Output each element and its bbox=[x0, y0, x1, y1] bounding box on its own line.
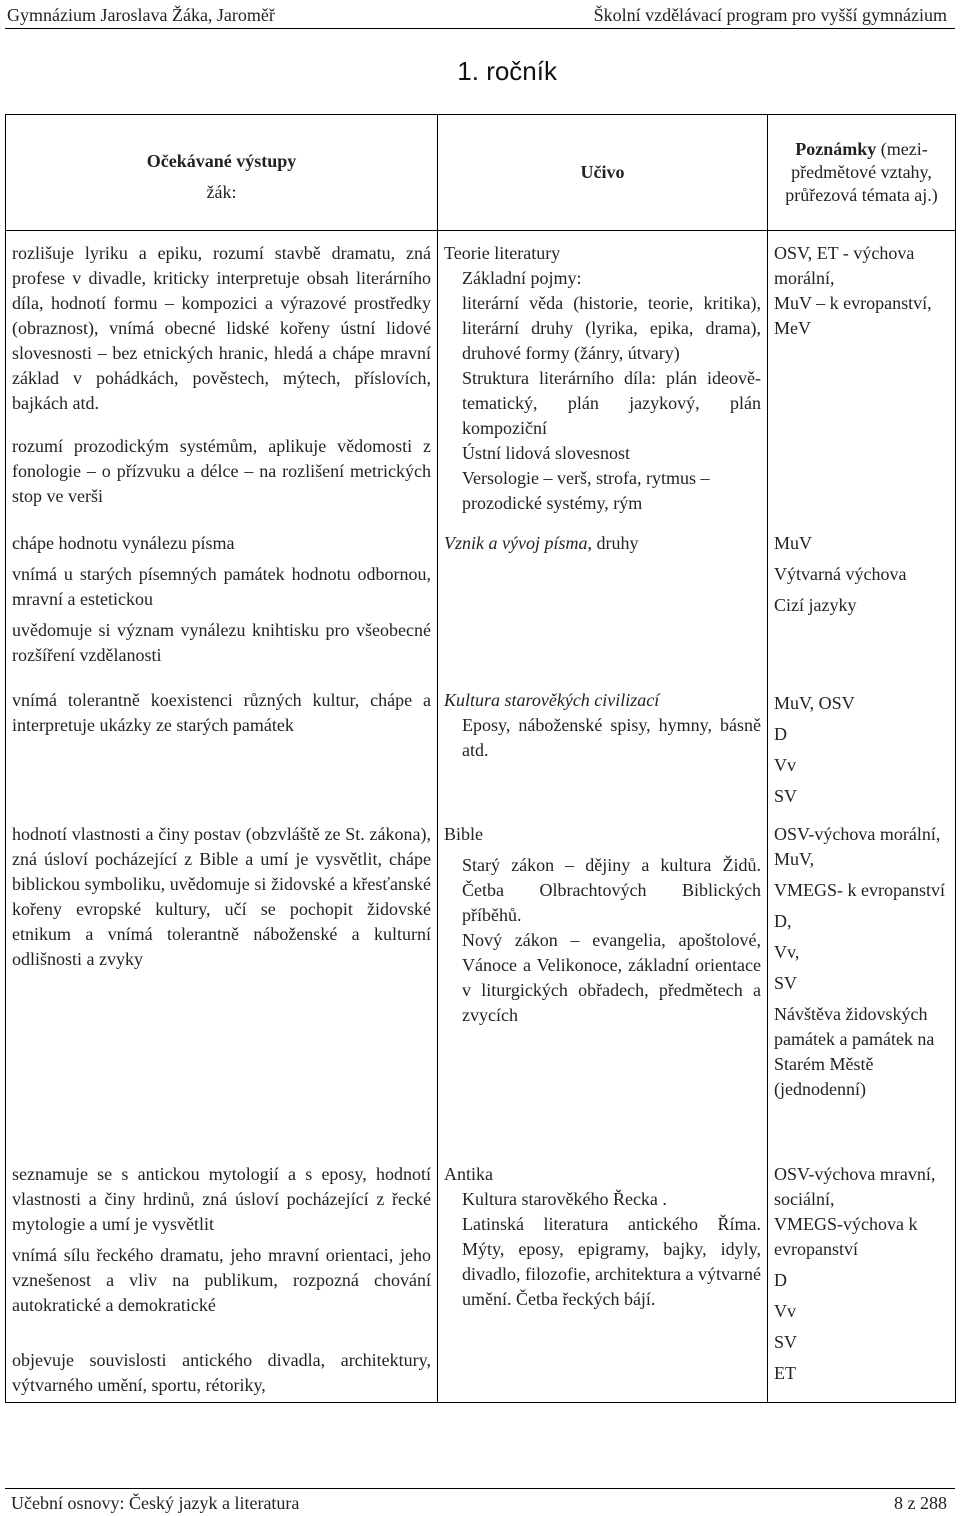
note-text: OSV-výchova mravní, sociální, bbox=[774, 1164, 936, 1209]
note-text: Vv bbox=[774, 1301, 796, 1321]
content-title: Antika bbox=[444, 1164, 493, 1184]
note-text: Cizí jazyky bbox=[774, 595, 857, 615]
table-row bbox=[6, 521, 956, 680]
note-text: MuV bbox=[774, 533, 813, 553]
table-row bbox=[6, 1152, 956, 1403]
page-header bbox=[5, 2, 955, 29]
content-title-rest: , druhy bbox=[587, 533, 639, 553]
note-text: D bbox=[774, 724, 787, 744]
content-cell bbox=[438, 680, 768, 812]
outcomes-cell bbox=[6, 1152, 438, 1403]
curriculum-table bbox=[5, 114, 956, 1403]
outcomes-cell bbox=[6, 812, 438, 1152]
notes-cell bbox=[768, 680, 956, 812]
outcome-text: uvědomuje si význam vynálezu knihtisku pro všeobecné rozšíření vzdělanosti bbox=[12, 620, 431, 665]
content-item: Základní pojmy: bbox=[462, 268, 582, 288]
note-text: Vv, bbox=[774, 942, 800, 962]
content-item: Starý zákon – dějiny a kultura Židů. Četba Olbrachtových Biblických příběhů. bbox=[462, 855, 761, 925]
header-outcomes-subtitle: žák: bbox=[206, 181, 237, 202]
note-text: D bbox=[774, 1270, 787, 1290]
note-text: ET bbox=[774, 1363, 796, 1383]
note-text: OSV-výchova morální, MuV, bbox=[774, 824, 941, 869]
outcome-text: vnímá sílu řeckého dramatu, jeho mravní orientaci, jeho vznešenost a vliv na publikum, rozpozná chování autokratické a demokratické bbox=[12, 1245, 431, 1315]
content-item: Struktura literárního díla: plán ideově-tematický, plán jazykový, plán kompoziční bbox=[462, 368, 761, 438]
note-text: Výtvarná výchova bbox=[774, 564, 907, 584]
header-notes-subtitle: (mezi-předmětové vztahy, průřezová témata aj.) bbox=[785, 139, 938, 205]
note-text: VMEGS-výchova k evropanství bbox=[774, 1214, 918, 1259]
outcome-text: vnímá tolerantně koexistenci různých kultur, chápe a interpretuje ukázky ze starých památek bbox=[12, 690, 431, 735]
outcome-text: vnímá u starých písemných památek hodnotu odbornou, mravní a estetickou bbox=[12, 564, 431, 609]
content-item: Kultura starověkého Řecka . bbox=[462, 1189, 667, 1209]
content-item: Ústní lidová slovesnost bbox=[462, 443, 631, 463]
notes-cell bbox=[768, 521, 956, 680]
content-cell bbox=[438, 231, 768, 522]
outcome-text: rozumí prozodickým systémům, aplikuje vědomosti z fonologie – o přízvuku a délce – na rozlišení metrických stop ve verši bbox=[12, 436, 431, 506]
note-text: Vv bbox=[774, 755, 796, 775]
page-number: 8 z 288 bbox=[894, 1493, 947, 1513]
note-text: VMEGS- k evropanství bbox=[774, 880, 945, 900]
notes-cell bbox=[768, 231, 956, 522]
content-title: Kultura starověkých civilizací bbox=[444, 690, 660, 710]
table-header-row bbox=[6, 115, 956, 231]
content-title: Bible bbox=[444, 824, 483, 844]
footer-subject: Učební osnovy: Český jazyk a literatura bbox=[11, 1493, 300, 1513]
note-text: Návštěva židovských památek a památek na Starém Městě (jednodenní) bbox=[774, 1004, 935, 1099]
outcome-text: objevuje souvislosti antického divadla, architektury, výtvarného umění, sportu, rétoriky, bbox=[12, 1350, 431, 1395]
notes-cell bbox=[768, 812, 956, 1152]
note-text: MuV, OSV bbox=[774, 693, 855, 713]
program-name: Školní vzdělávací program pro vyšší gymnázium bbox=[593, 5, 947, 25]
note-text: OSV, ET - výchova morální, bbox=[774, 243, 915, 288]
header-outcomes bbox=[6, 115, 438, 231]
table-row bbox=[6, 231, 956, 522]
school-name: Gymnázium Jaroslava Žáka, Jaroměř bbox=[7, 5, 275, 25]
note-text: MuV – k evropanství, bbox=[774, 293, 932, 313]
content-item: Versologie – verš, strofa, rytmus – prozodické systémy, rým bbox=[462, 468, 710, 513]
header-notes-title: Poznámky bbox=[795, 139, 877, 159]
content-cell bbox=[438, 812, 768, 1152]
header-content bbox=[438, 115, 768, 231]
note-text: SV bbox=[774, 1332, 798, 1352]
content-item: Eposy, náboženské spisy, hymny, básně atd. bbox=[462, 715, 761, 760]
outcomes-cell bbox=[6, 231, 438, 522]
outcomes-cell bbox=[6, 521, 438, 680]
outcome-text: chápe hodnotu vynálezu písma bbox=[12, 533, 235, 553]
table-row bbox=[6, 680, 956, 812]
note-text: D, bbox=[774, 911, 792, 931]
header-notes bbox=[768, 115, 956, 231]
content-title-italic: Vznik a vývoj písma bbox=[444, 533, 588, 553]
note-text: SV bbox=[774, 973, 798, 993]
notes-cell bbox=[768, 1152, 956, 1403]
content-item: literární věda (historie, teorie, kritika), literární druhy (lyrika, epika, drama), druhové formy (žánry, útvary) bbox=[462, 293, 761, 363]
header-content-title: Učivo bbox=[580, 162, 625, 182]
outcome-text: seznamuje se s antickou mytologií a s eposy, hodnotí vlastnosti a činy hrdinů, zná úsloví pocházející z řecké mytologie a umí je vysvětlit bbox=[12, 1164, 431, 1234]
page-footer bbox=[5, 1488, 955, 1515]
content-title: Teorie literatury bbox=[444, 243, 561, 263]
content-cell bbox=[438, 1152, 768, 1403]
outcome-text: hodnotí vlastnosti a činy postav (obzvláště ze St. zákona), zná úsloví pocházející z Bible a umí je vysvětlit, chápe biblickou symboliku, uvědomuje si židovské a křesťanské kořeny evropské kultury, učí se pochopit židovské etnikum a vnímá tolerantně náboženské a kulturní odlišnosti a zvyky bbox=[12, 824, 431, 969]
note-text: MeV bbox=[774, 318, 811, 338]
outcome-text: rozlišuje lyriku a epiku, rozumí stavbě dramatu, zná profese v divadle, kriticky interpretuje obsah literárního díla, hodnotí formu – kompozici a výrazové prostředky (obraznost), vnímá obecné lidské kořeny ústní lidové slovesnosti – bez etnických hranic, hledá a chápe mravní základ v pohádkách, pověstech, mýtech, příslovích, bajkách atd. bbox=[12, 243, 431, 413]
grade-title: 1. ročník bbox=[457, 56, 557, 86]
content-title bbox=[444, 531, 761, 556]
table-row bbox=[6, 812, 956, 1152]
content-cell bbox=[438, 521, 768, 680]
note-text: SV bbox=[774, 786, 798, 806]
content-item: Latinská literatura antického Říma. Mýty, eposy, epigramy, bajky, idyly, divadlo, filozofie, architektura a výtvarné umění. Četba řeckých bájí. bbox=[462, 1214, 761, 1309]
header-outcomes-title: Očekávané výstupy bbox=[146, 150, 297, 171]
content-item: Nový zákon – evangelia, apoštolové, Vánoce a Velikonoce, základní orientace v liturgických obřadech, předmětech a zvycích bbox=[462, 930, 761, 1025]
outcomes-cell bbox=[6, 680, 438, 812]
